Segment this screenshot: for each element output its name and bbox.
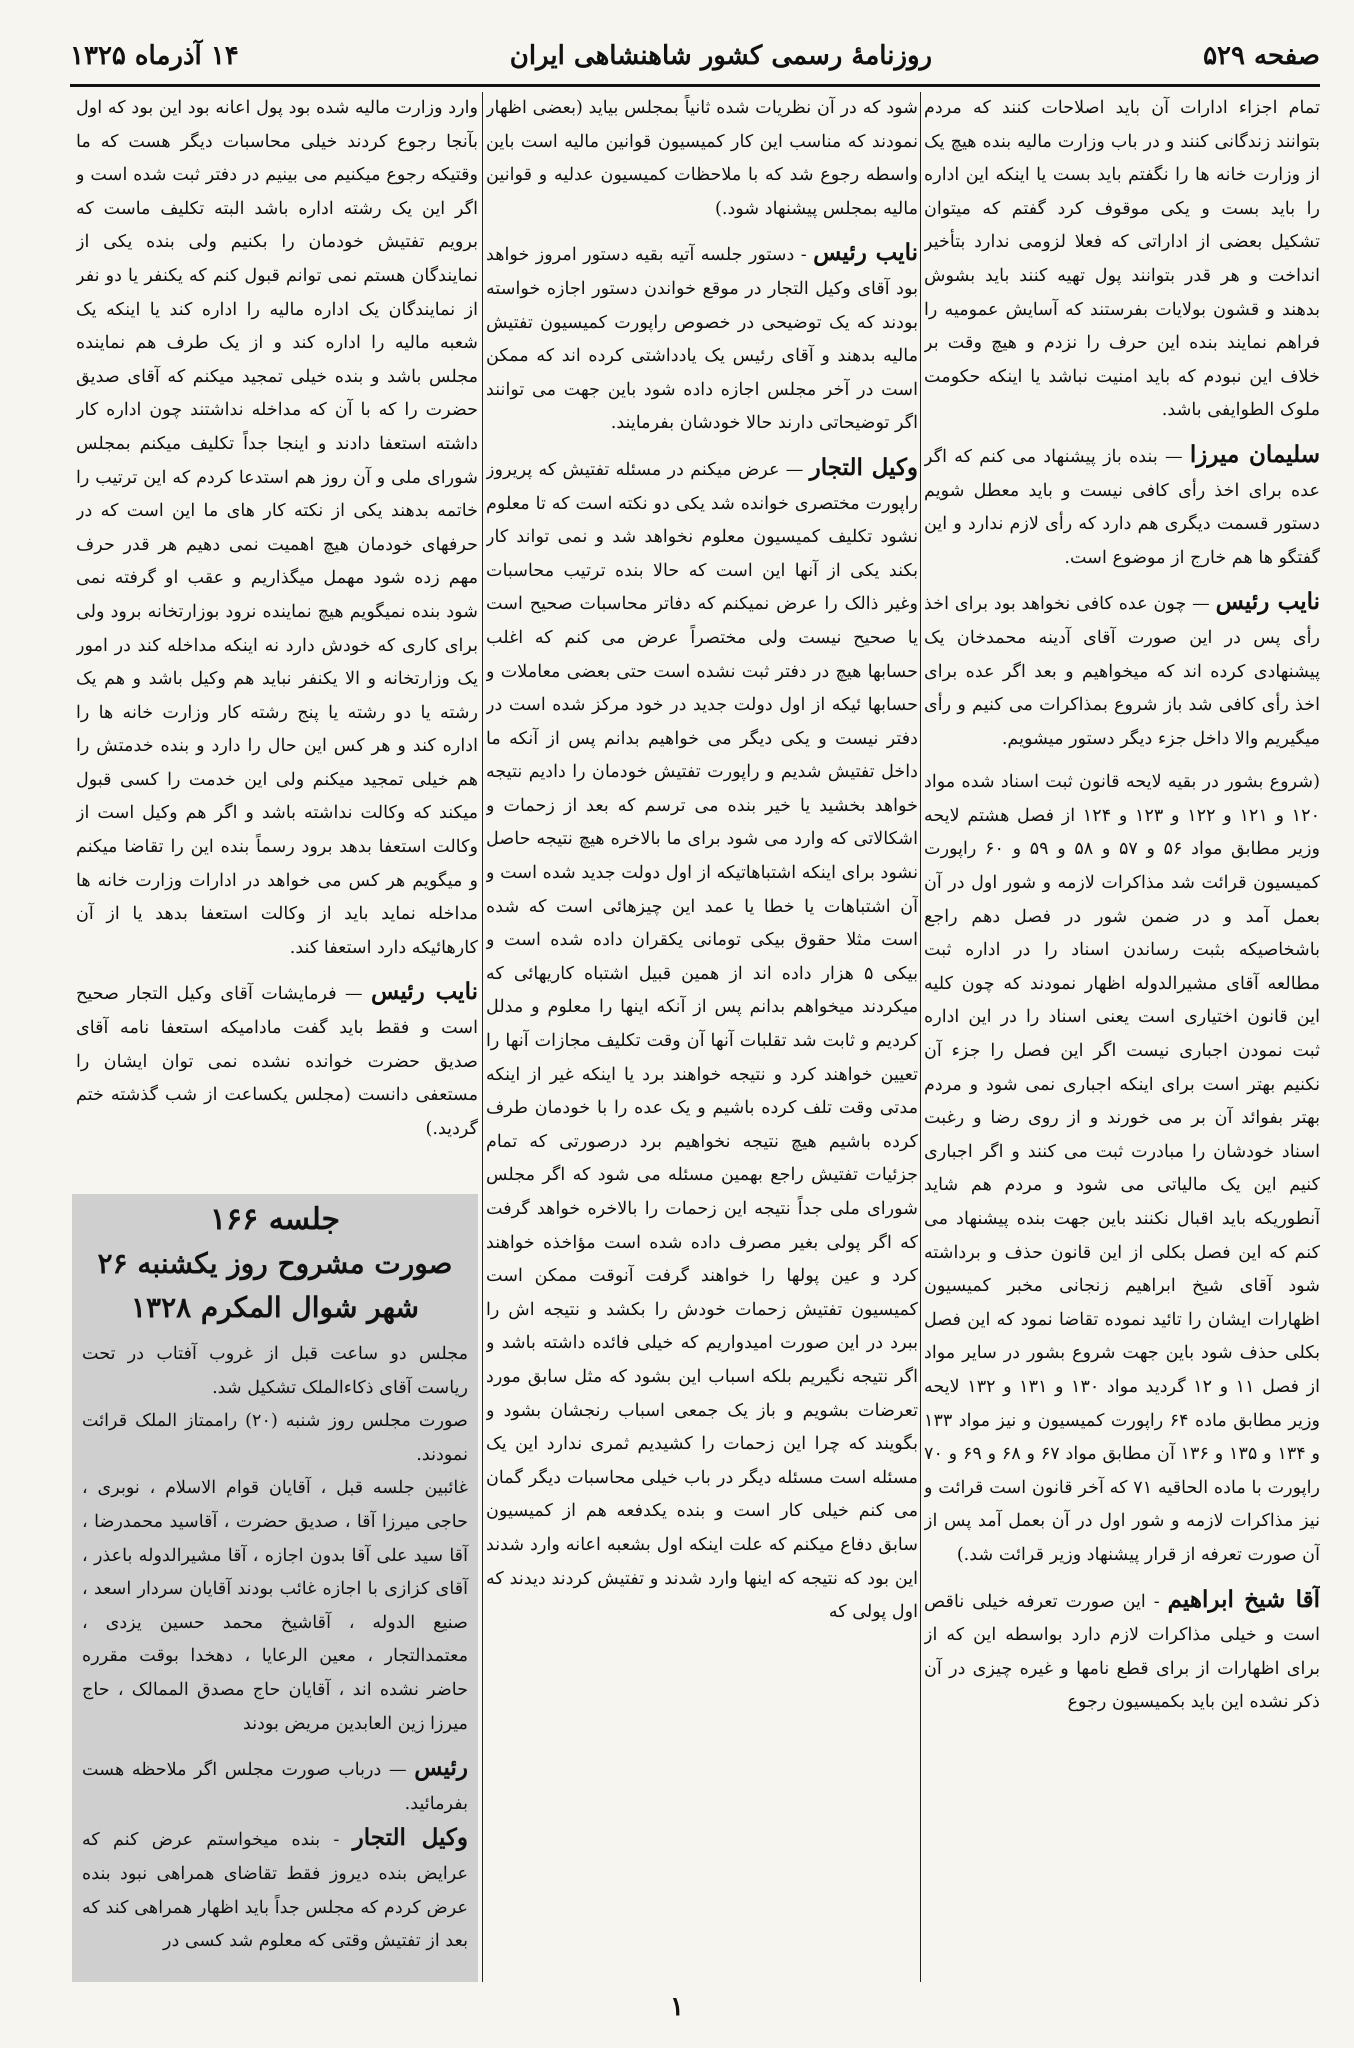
paragraph: صورت مجلس روز شنبه (۲۰) راممتاز الملک قرائت نمودند. bbox=[82, 1411, 468, 1465]
session-heading: صورت مشروح روز یکشنبه ۲۶ bbox=[97, 1247, 453, 1280]
column-divider bbox=[482, 92, 483, 1982]
paragraph: مجلس دو ساعت قبل از غروب آفتاب در تحت ریاست آقای ذکاءالملک تشکیل شد. bbox=[82, 1344, 468, 1398]
paragraph: غائبین جلسه قبل ، آقایان قوام الاسلام ، نوبری ، حاجی میرزا آقا ، صدیق حضرت ، آقاسید محمدرضا ، آقا سید علی آقا بدون اجازه ، آقا مشیرالدوله باعذر ، آقای کزازی با اجازه غائب بودند آقایان سردار اسعد ، صنیع الدوله ، آقاشیخ محمد حسین یزدی ، معتمدالتجار ، معین الرعایا ، دهخدا بوقت مقرره حاضر نشده اند ، آقایان حاج مصدق الممالک ، حاج میرزا زین العابدین مریض بودند bbox=[82, 1478, 468, 1734]
paragraph: تمام اجزاء ادارات آن باید اصلاحات کنند که مردم بتوانند زندگانی کنند و در باب وزارت مالیه بنده هیچ یک از وزارت خانه ها را نگفتم باید بست یا اینکه این اداره را باید بست و یکی موقوف کرد گفتم که میتوان تشکیل بعضی از اداراتی که فعلا لزومی ندارد بتأخیر انداخت و هر قدر بتوانند پول تهیه کنند باید بشوش بدهند و قشون بولایات بفرستند که آسایش عمومیه را فراهم نمایند بنده این حرف را نزدم و هیچ وقت بر خلاف این نبودم که باید امنیت نباشد یا اینکه حکومت ملوک الطوایفی باشد. bbox=[924, 98, 1320, 421]
speaker-name: وکیل التجار bbox=[352, 1824, 468, 1852]
paragraph: وارد وزارت مالیه شده بود پول اعانه بود این بود که اول بآنجا رجوع کردند خیلی محاسبات دیگر هست که ما وقتیکه رجوع میکنیم می بینیم در دفتر ثبت شده است و اگر این یک رشته اداره باشد البته تکلیف ماست که برویم تفتیش خودمان را بکنیم ولی بنده یکی از نمایندگان هستم نمی توانم قبول کنم که یکنفر یا دو نفر از نمایندگان یک اداره مالیه را اداره کند یا اینکه یک شعبه مالیه را اداره کند و از یک طرف هم نماینده مجلس باشد و بنده خیلی تمجید میکنم که آقای صدیق حضرت را که با آن که مداخله نداشتند چون اداره کار داشته استعفا دادند و اینجا جداً تکلیف میکنم بمجلس شورای ملی و آن روز هم استدعا کردم که این ترتیب را خاتمه بدهند یکی از نکته کار های ما این است که در حرفهای خودمان هیچ اهمیت نمی دهیم هر قدر حرف مهم زده شود مهمل میگذاریم و عقب او گرفته نمی شود بنده نمیگویم هیچ نماینده نرود بوزارتخانه برود ولی برای کاری که خودش دارد نه اینکه مداخله کند در امور یک وزارتخانه و الا یکنفر نباید هم وکیل باشد و هم یک رشته یا دو رشته یا پنج رشته کار وزارت خانه ها را اداره کند و هر کس این حال را دارد و بنده خدمتش را هم خیلی تمجید میکنم ولی این خدمت را کسی قبول میکند که وکالت نداشته باشد و اگر هم وکیل است از وکالت استعفا بدهد برود رسماً بنده این را تقاضا میکنم و میگویم هر کس می خواهد در ادارات وزارت خانه ها مداخله نماید باید از وکالت استعفا بدهد یا از آن کارهائیکه دارد استعفا کند. bbox=[76, 98, 478, 958]
page-number: صفحه ۵۲۹ bbox=[1203, 41, 1320, 71]
footer-number: ۱ bbox=[670, 1992, 684, 2022]
column-right bbox=[924, 92, 1320, 1982]
speaker-name: نایب رئیس bbox=[371, 978, 478, 1006]
speech-block bbox=[924, 585, 1320, 756]
session-date: شهر شوال المکرم ۱۳۲۸ bbox=[130, 1291, 419, 1324]
newspaper-title: روزنامهٔ رسمی کشور شاهنشاهی ایران bbox=[509, 41, 933, 71]
speech-text: - دستور جلسه آتیه بقیه دستور امروز خواهد بود آقای وکیل التجار در موقع خواندن دستور اجازه خواسته بودند که یک توضیحی در خصوص راپورت کمیسیون تفتیش مالیه بدهند و آقای رئیس یک یادداشتی کرده اند که ممکن است در آخر مجلس اجازه داده شود باین جهت می توانند اگر توضیحاتی دارند حالا خودشان بفرمایند. bbox=[486, 245, 918, 434]
speech-text: — عرض میکنم در مسئله تفتیش که پریروز راپورت مختصری خوانده شد یکی دو نکته است که تا معلوم نشود تکلیف کمیسیون معلوم نخواهد شد و نمی تواند کار بکند یکی از آنها این است که حالا بنده ترتیب محاسبات وغیر ذالک را عرض نمیکنم که دفاتر محاسبات صحیح است یا صحیح نیست ولی مختصراً عرض می کنم که اغلب حسابها هیچ در دفتر ثبت نشده است حتی بعضی معاملات و حسابها ئیکه از اول دولت جدید در خود مرکز شده است در دفتر نیست و یکی دیگر می خواهیم بدانم پس از آنکه ما داخل تفتیش شدیم و راپورت تفتیش خودمان را دادیم نتیجه خواهد بخشید یا خیر بنده می ترسم که بعد از زحمات و اشکالاتی که وارد می شود برای ما بالاخره هیچ نتیجه حاصل نشود برای اینکه اشتباهاتیکه از اول دولت جدید شده است و آن اشتباهات یا خطا یا عمد این چیزهائی است که شده است مثلا حقوق بیکی تومانی یکقران داده شده است و بیکی ۵ هزار داده اند از همین قبیل اشتباه کاریهائی که میکردند میخواهم بدانم پس از آنکه اینها را معلوم و مدلل کردیم و ثابت شد تقلبات آنها آن وقت تکلیف مجازات آنها را تعیین خواهند کرد و نتیجه خواهند برد یا اینکه غیر از اینکه مدتی وقت تلف کرده باشیم و یک عده را با خودمان طرف کرده باشیم هیچ نتیجه نخواهیم برد درصورتی که تمام جزئیات تفتیش راجع بهمین مسئله می شود که اگر مجلس شورای ملی جداً نتیجه این زحمات را بالاخره خواهد گرفت که اگر پولی بغیر مصرف داده شده است مؤاخذه خواهند کرد و عین پولها را خواهند گرفت آنوقت ممکن است کمیسیون تفتیش زحمات خودش را بکشد و نتیجه اش را ببرد در این صورت امیدواریم که خیلی فائده داشته باشد و اگر نتیجه نگیریم بلکه اسباب این بشود که مثل سابق مورد تعرضات بشویم و باز یک جمعی اسباب رنجشان بشود و بگویند که چرا این زحمات را کشیدیم ثمری ندارد این یک مسئله است مسئله دیگر در باب خیلی محاسبات دیگر گمان می کنم خیلی کار است و بنده یکدفعه هم از کمیسیون سابق دفاع میکنم که علت اینکه اول بشعبه اعانه وارد شدند این بود که نتیجه که اینها وارد شدند و تفتیش کردند دیدند که اول پولی که bbox=[486, 459, 918, 1623]
speech-block bbox=[82, 1821, 468, 1958]
speech-block bbox=[486, 236, 918, 441]
header-rule bbox=[70, 84, 1320, 87]
speech-text: — بنده باز پیشنهاد می کنم که اگر عده برای اخذ رأی کافی نیست و باید معطل شویم دستور قسمت دیگری هم دارد که رأی لازم ندارد و این گفتگو ها هم خارج از موضوع است. bbox=[924, 446, 1320, 568]
speaker-name: آقا شیخ ابراهیم bbox=[1167, 1585, 1320, 1613]
paragraph: شود که در آن نظریات شده ثانیاً بمجلس بیاید (بعضی اظهار نمودند که مناسب این کار کمیسیون قوانین مالیه است باین واسطه رجوع شد که با ملاحظات کمیسیون عدلیه و قوانین مالیه بمجلس پیشنهاد شود.) bbox=[486, 98, 918, 219]
column-divider bbox=[920, 92, 921, 1982]
speech-text: — چون عده کافی نخواهد بود برای اخذ رأی پس در این صورت آقای آدینه محمدخان یک پیشنهادی کرده اند که میخواهیم و بعد اگر عده برای اخذ رأی کافی شد باز شروع بمذاکرات می کنیم و رأی میگیریم والا داخل جزء دیگر دستور میشویم. bbox=[924, 594, 1320, 749]
speaker-name: نایب رئیس bbox=[1215, 588, 1320, 616]
speech-block bbox=[82, 1751, 468, 1821]
session-number: جلسه ۱۶۶ bbox=[209, 1202, 341, 1237]
speech-block bbox=[76, 975, 478, 1146]
speech-block bbox=[486, 451, 918, 1630]
speaker-name: سلیمان میرزا bbox=[1189, 440, 1320, 468]
speech-text: - این صورت تعرفه خیلی ناقص است و خیلی مذاکرات لازم دارد بواسطه این که از برای اظهارات از برای قطع نامها و غیره چیزی در آن ذکر نشده این باید بکمیسیون رجوع bbox=[924, 1591, 1320, 1713]
speech-text: — فرمایشات آقای وکیل التجار صحیح است و فقط باید گفت مادامیکه استعفا نامه آقای صدیق حضرت خوانده نشده نمی توان ایشان را مستعفی دانست (مجلس یکساعت از شب گذشته ختم گردید.) bbox=[76, 984, 478, 1139]
speech-text: - بنده میخواستم عرض کنم که عرایض بنده دیروز فقط تقاضای همراهی نبود بنده عرض کردم که مجلس جداً باید اظهار همراهی کند که بعد از تفتیش وقتی که معلوم شد کسی در bbox=[82, 1830, 468, 1952]
speech-text: — درباب صورت مجلس اگر ملاحظه هست بفرمائید. bbox=[82, 1760, 468, 1814]
issue-date: ۱۴ آذرماه ۱۳۲۵ bbox=[70, 41, 239, 71]
session-notice-box bbox=[72, 1194, 478, 1982]
speaker-name: رئیس bbox=[414, 1754, 468, 1782]
speech-block bbox=[924, 1583, 1320, 1720]
speaker-name: وکیل التجار bbox=[809, 453, 918, 481]
page-header bbox=[70, 28, 1320, 84]
column-middle bbox=[486, 92, 918, 1982]
paragraph: (شروع بشور در بقیه لایحه قانون ثبت اسناد شده مواد ۱۲۰ و ۱۲۱ و ۱۲۲ و ۱۲۳ و ۱۲۴ از فصل هشتم لایحه وزیر مطابق مواد ۵۶ و ۵۷ و ۵۸ و ۵۹ و ۶۰ راپورت کمیسیون قرائت شد مذاکرات لازمه و شور اول در آن بعمل آمد و در ضمن شور در فصل دهم راجع باشخاصیکه بثبت رساندن اسناد را در اداره ثبت مطالعه آقای مشیرالدوله اظهار نمودند که چون کلیه این قانون اختیاری است یعنی اسناد را در این اداره ثبت نمودن اجباری نیست اگر این فصل را جزء آن نکنیم بهتر است برای اینکه اجباری نمی شود و مردم بهتر بفوائد آن بر می خورند و از روی رضا و رغبت اسناد خودشان را مبادرت ثبت می کنند و اگر اجباری کنیم این یک مالیاتی می شود و مردم هم شاید آنطوریکه باید اقبال نکنند باین جهت بنده پیشنهاد می کنم که این فصل بکلی از این قانون حذف و برداشته شود آقای شیخ ابراهیم زنجانی مخبر کمیسیون اظهارات ایشان را تائید نموده تقاضا نمود که این فصل بکلی حذف شود باین جهت شروع بشور در سایر مواد از فصل ۱۱ و ۱۲ گردید مواد ۱۳۰ و ۱۳۱ و ۱۳۲ لایحه وزیر مطابق ماده ۶۴ راپورت کمیسیون و نیز مواد ۱۳۳ و ۱۳۴ و ۱۳۵ و ۱۳۶ آن مطابق مواد ۶۷ و ۶۸ و ۶۹ و ۷۰ راپورت با ماده الحاقیه ۷۱ که آخر قانون است قرائت و نیز مذاکرات لازمه و شور اول در آن بعمل آمد پس از آن صورت تعرفه از قرار پیشنهاد وزیر قرائت شد.) bbox=[924, 772, 1320, 1565]
speaker-name: نایب رئیس bbox=[813, 239, 918, 267]
speech-block bbox=[924, 438, 1320, 575]
